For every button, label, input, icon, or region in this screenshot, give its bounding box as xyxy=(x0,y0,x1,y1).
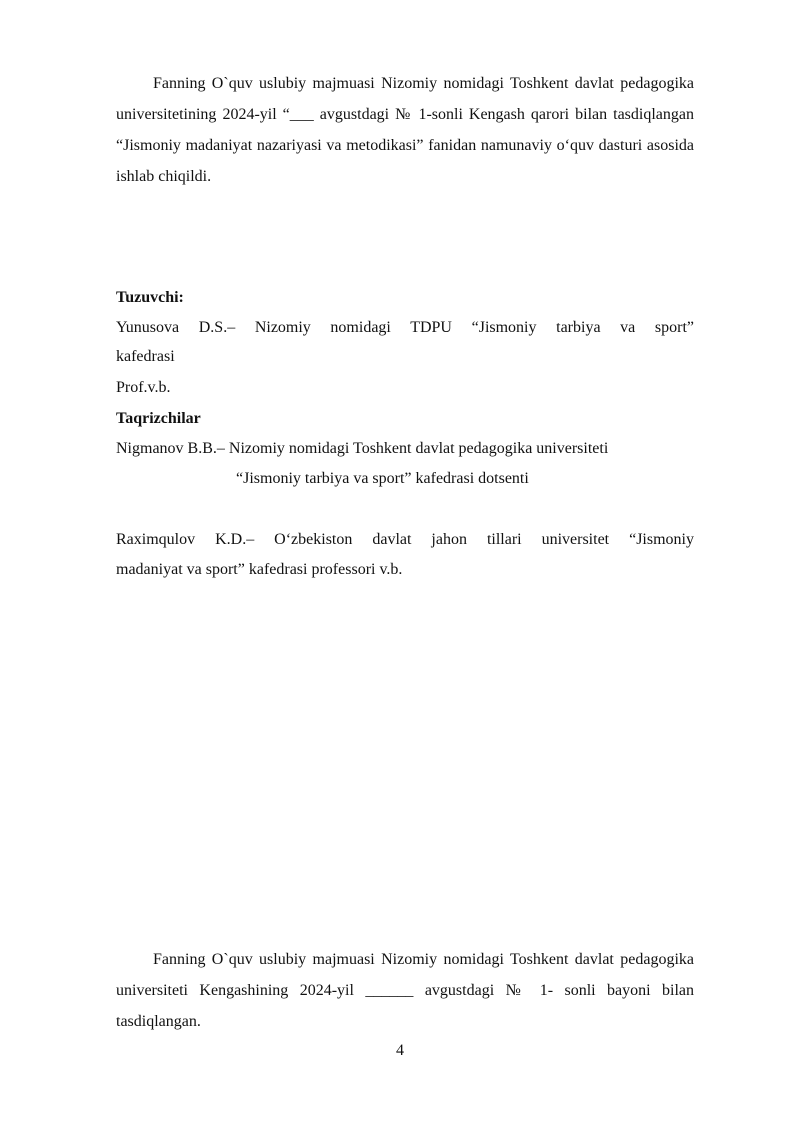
intro-paragraph: Fanning O`quv uslubiy majmuasi Nizomiy nomidagi Toshkent davlat pedagogika universitetining 2024-yil “___ avgustdagi № 1-sonli Kengash qarori bilan tasdiqlangan “Jismoniy madaniyat nazariyasi va metodikasi” fanidan namunaviy o‘quv dasturi asosida ishlab chiqildi. xyxy=(116,75,694,185)
reviewer-1-line2: “Jismoniy tarbiya va sport” kafedrasi dotsenti xyxy=(236,470,529,487)
reviewer-2-line2: madaniyat va sport” kafedrasi professori v.b. xyxy=(116,561,403,578)
compiler-title: Prof.v.b. xyxy=(116,379,171,396)
page-number: 4 xyxy=(396,1042,404,1059)
compiler-heading: Tuzuvchi: xyxy=(116,289,184,306)
reviewers-heading: Taqrizchilar xyxy=(116,410,201,427)
reviewer-2-line1: Raximqulov K.D.– O‘zbekiston davlat jahon tillari universitet “Jismoniy xyxy=(116,531,694,548)
approval-paragraph: Fanning O`quv uslubiy majmuasi Nizomiy nomidagi Toshkent davlat pedagogika universiteti Kengashining 2024-yil ______ avgustdagi № 1- sonli bayoni bilan tasdiqlangan. xyxy=(116,951,694,1030)
reviewer-1-line1: Nigmanov B.B.– Nizomiy nomidagi Toshkent davlat pedagogika universiteti xyxy=(116,440,609,457)
compiler-name-line: Yunusova D.S.– Nizomiy nomidagi TDPU “Jismoniy tarbiya va sport” xyxy=(116,319,694,336)
compiler-department: kafedrasi xyxy=(116,348,175,365)
